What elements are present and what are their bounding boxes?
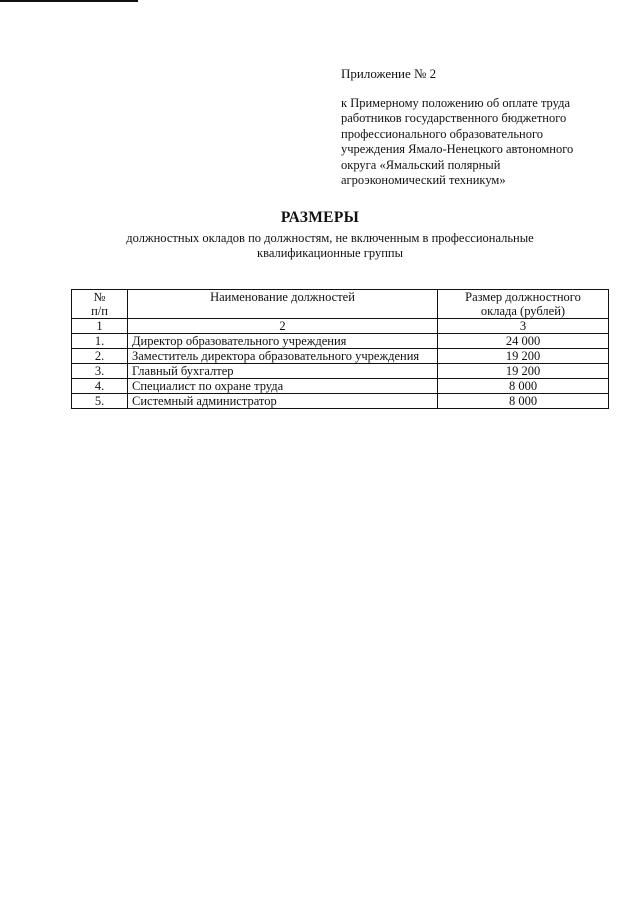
salary-value: 19 200 <box>438 349 609 364</box>
appendix-number: Приложение № 2 <box>341 66 437 81</box>
document-subtitle: должностных окладов по должностям, не включенным в профессиональные квалификационные группы <box>126 231 534 260</box>
row-number: 3. <box>72 364 128 379</box>
row-number: 4. <box>72 379 128 394</box>
appendix-reference: к Примерному положению об оплате труда работников государственного бюджетного профессионального образовательного учреждения Ямало-Ненецкого автономного округа «Ямальский полярный агроэкономический техникум» <box>341 95 574 187</box>
salary-value: 8 000 <box>438 394 609 409</box>
appendix-block <box>341 66 611 189</box>
position-name: Заместитель директора образовательного учреждения <box>128 349 438 364</box>
position-name: Системный администратор <box>128 394 438 409</box>
position-name: Главный бухгалтер <box>128 364 438 379</box>
table-row <box>72 334 609 349</box>
salary-value: 19 200 <box>438 364 609 379</box>
row-number: 2. <box>72 349 128 364</box>
top-rule <box>0 0 138 2</box>
table-header-row <box>72 290 609 319</box>
table-row <box>72 364 609 379</box>
column-number-row <box>72 319 609 334</box>
salary-value: 24 000 <box>438 334 609 349</box>
position-name: Специалист по охране труда <box>128 379 438 394</box>
column-number-cell: 3 <box>438 319 609 334</box>
salary-table <box>71 289 609 409</box>
header-position-name: Наименование должностей <box>128 290 438 319</box>
table-row <box>72 394 609 409</box>
document-title: РАЗМЕРЫ <box>280 209 360 226</box>
header-number: № п/п <box>72 290 128 319</box>
column-number-cell: 2 <box>128 319 438 334</box>
header-salary: Размер должностного оклада (рублей) <box>438 290 609 319</box>
salary-value: 8 000 <box>438 379 609 394</box>
row-number: 1. <box>72 334 128 349</box>
table-row <box>72 379 609 394</box>
column-number-cell: 1 <box>72 319 128 334</box>
table-row <box>72 349 609 364</box>
position-name: Директор образовательного учреждения <box>128 334 438 349</box>
row-number: 5. <box>72 394 128 409</box>
